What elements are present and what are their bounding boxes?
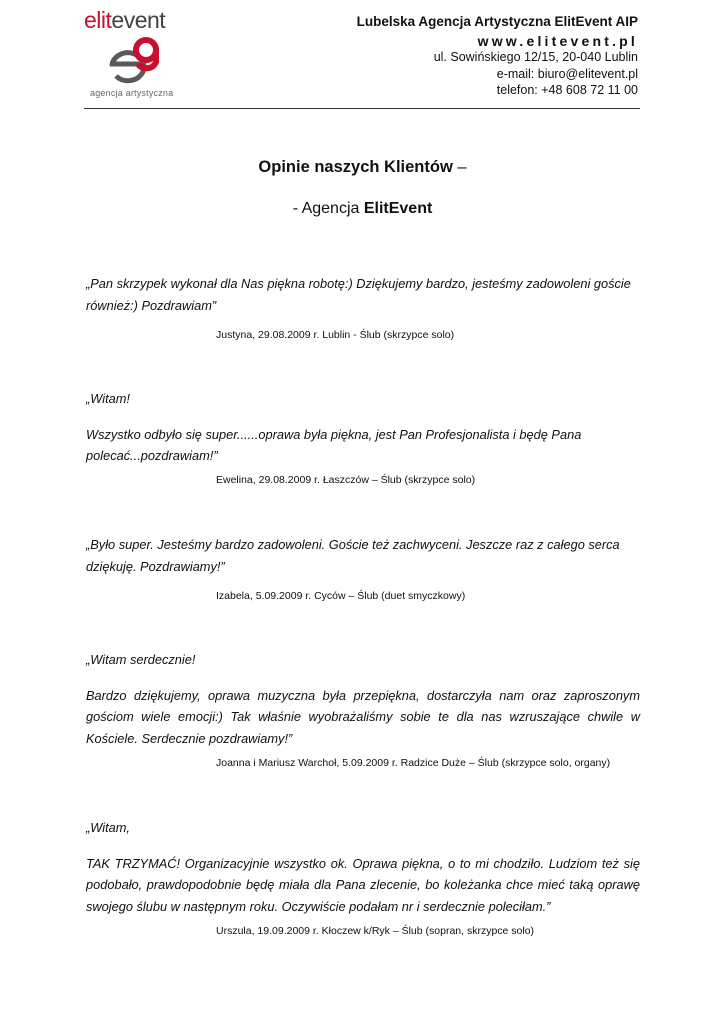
company-name: Lubelska Agencja Artystyczna ElitEvent AIP [356,14,638,29]
testimonial-5 [86,817,640,917]
testimonial-3-signature: Izabela, 5.09.2009 r. Cyców – Ślub (duet smyczkowy) [216,590,466,602]
testimonial-greeting: „Witam! [86,391,130,406]
testimonial-1 [86,273,640,316]
testimonial-3 [86,534,640,577]
testimonial-greeting: „Witam, [86,820,130,835]
testimonial-2-signature: Ewelina, 29.08.2009 r. Łaszczów – Ślub (skrzypce solo) [216,474,476,486]
testimonial-2 [86,388,640,467]
company-email[interactable]: e-mail: biuro@elitevent.pl [496,66,638,81]
testimonial-1-signature: Justyna, 29.08.2009 r. Lublin - Ślub (skrzypce solo) [216,329,455,341]
testimonial-4 [86,649,640,749]
logo-word-event: event [111,7,166,33]
testimonial-5-signature: Urszula, 19.09.2009 r. Kłoczew k/Ryk – Ślub (sopran, skrzypce solo) [216,925,535,937]
page-title-main: Opinie naszych Klientów [258,158,453,176]
testimonial-text: Bardzo dziękujemy, oprawa muzyczna była przepiękna, dostarczyła nam oraz zaproszonym gościom wiele emocji:) Tak właśnie wyobrażaliśmy sobie te dla nas wzruszające chwile w Kościele. Serdecznie pozdrawiamy!” [86,687,640,746]
testimonial-text: TAK TRZYMAĆ! Organizacyjnie wszystko ok. Oprawa piękna, o to mi chodziło. Ludziom też się podobało, prawdopodobnie będę miała dla Pana zlecenie, bo koleżanka chce mieć taką oprawę swojego ślubu w następnym roku. Oczywiście podałam nr i serdecznie poleciłam.” [86,855,640,914]
testimonial-text: Wszystko odbyło się super......oprawa była piękna, jest Pan Profesjonalista i będę Pana polecać...pozdrawiam!” [86,426,582,463]
header-divider [84,108,640,109]
page-subtitle-prefix: - Agencja [292,200,364,217]
page-subtitle-brand: ElitEvent [363,200,433,217]
website-link[interactable]: www.elitevent.pl [477,32,638,49]
page-title [0,158,725,177]
logo-word-elit: elit [84,7,112,33]
company-phone: telefon: +48 608 72 11 00 [496,83,638,97]
logo-wordmark [84,8,165,32]
agency-contact-block [357,14,638,99]
logo-tagline: agencja artystyczna [90,88,174,98]
logo-monogram-icon [106,34,170,88]
page-title-dash: – [452,158,467,176]
testimonial-greeting: „Witam serdecznie! [86,652,196,667]
testimonial-4-signature: Joanna i Mariusz Warchoł, 5.09.2009 r. Radzice Duże – Ślub (skrzypce solo, organy) [216,757,611,769]
testimonial-text: „Pan skrzypek wykonał dla Nas piękna robotę:) Dziękujemy bardzo, jesteśmy zadowoleni goście również:) Pozdrawiam” [86,276,631,313]
company-logo [84,8,204,104]
company-address: ul. Sowińskiego 12/15, 20-040 Lublin [433,50,638,64]
testimonial-text: „Było super. Jesteśmy bardzo zadowoleni. Goście też zachwyceni. Jeszcze raz z całego serca dziękuję. Pozdrawiamy!” [86,537,620,574]
page-subtitle [0,200,725,218]
